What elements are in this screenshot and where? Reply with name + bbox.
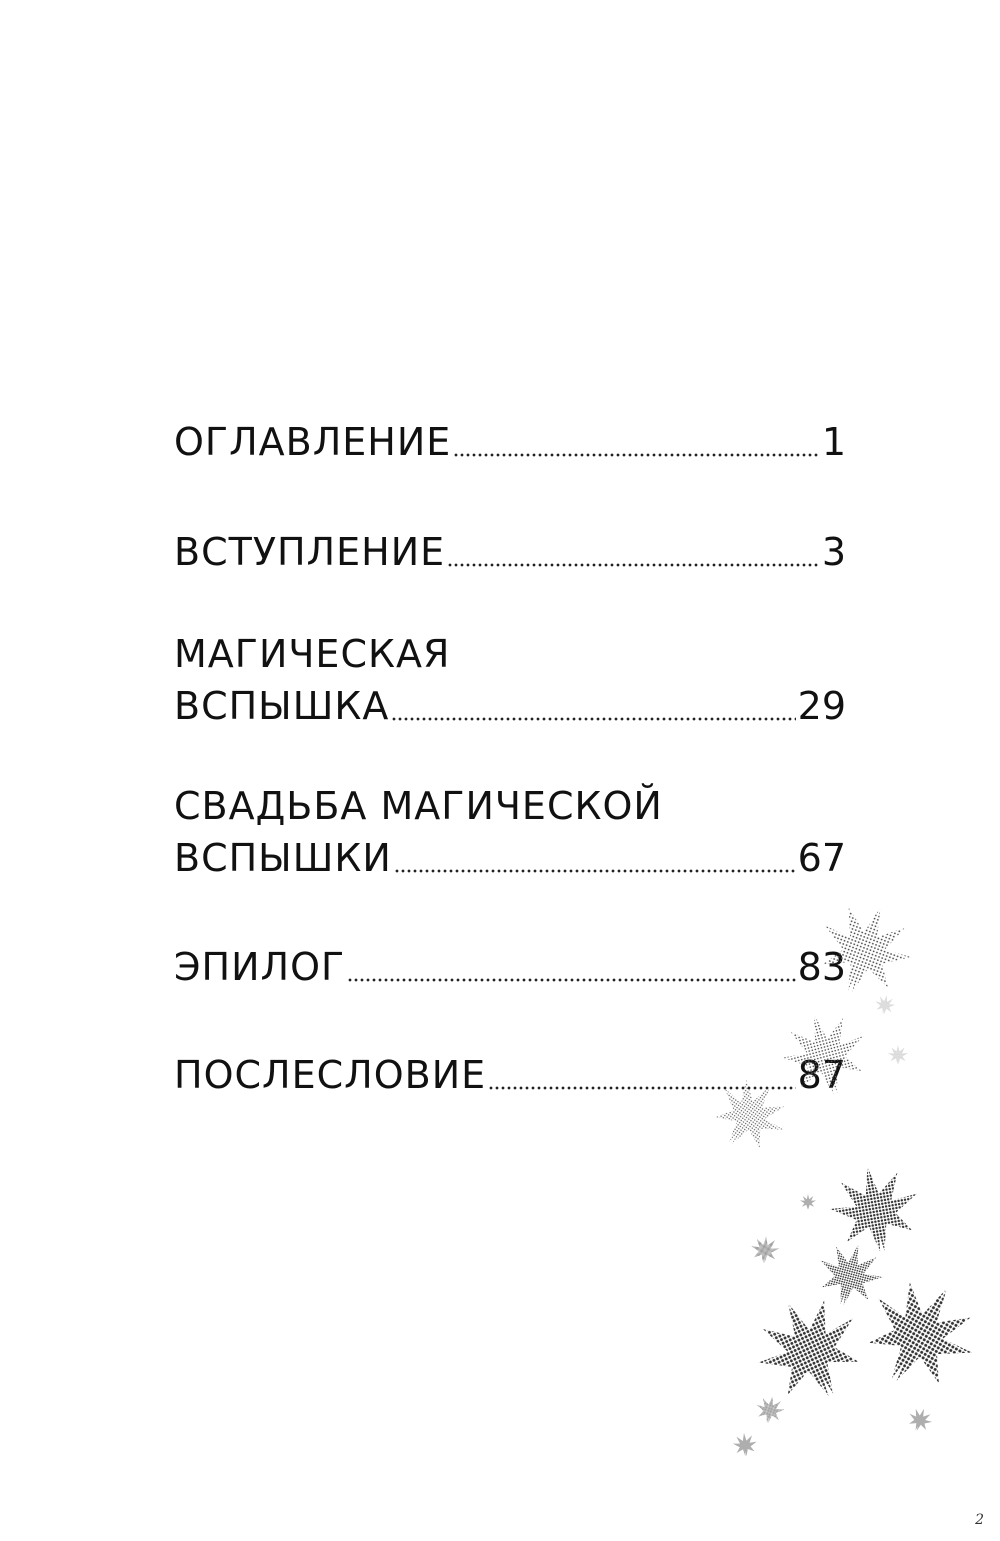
toc-entry-title: ЭПИЛОГ	[174, 945, 346, 989]
toc-entry-title: ОГЛАВЛЕНИЕ	[174, 420, 452, 464]
toc-entry-page: 67	[797, 836, 846, 880]
toc-entry-page: 29	[797, 684, 846, 728]
toc-entry-title: ВСТУПЛЕНИЕ	[174, 530, 446, 574]
dot-leader	[453, 453, 819, 457]
maple-leaves-icon	[660, 890, 980, 1470]
toc-entry-wedding[interactable]	[174, 780, 846, 884]
toc-entry-title-line: МАГИЧЕСКАЯ	[174, 632, 451, 676]
toc-entry-page: 83	[797, 945, 846, 989]
dot-leader	[394, 869, 796, 873]
toc-entry-introduction[interactable]	[174, 526, 846, 578]
dot-leader	[447, 563, 820, 567]
toc-entry-title: ВСПЫШКИ	[174, 836, 392, 880]
toc-entry-title: ВСПЫШКА	[174, 684, 390, 728]
toc-entry-page: 3	[821, 530, 846, 574]
toc-entry-title: ПОСЛЕСЛОВИЕ	[174, 1053, 487, 1097]
toc-entry-title-line: СВАДЬБА МАГИЧЕСКОЙ	[174, 784, 663, 828]
toc-entry-magic-flash[interactable]	[174, 628, 846, 732]
toc-entry-page: 87	[797, 1053, 846, 1097]
page-number: 2	[975, 1512, 984, 1528]
toc-entry-page: 1	[821, 420, 846, 464]
dot-leader	[391, 717, 795, 721]
toc-entry-contents[interactable]	[174, 416, 846, 468]
